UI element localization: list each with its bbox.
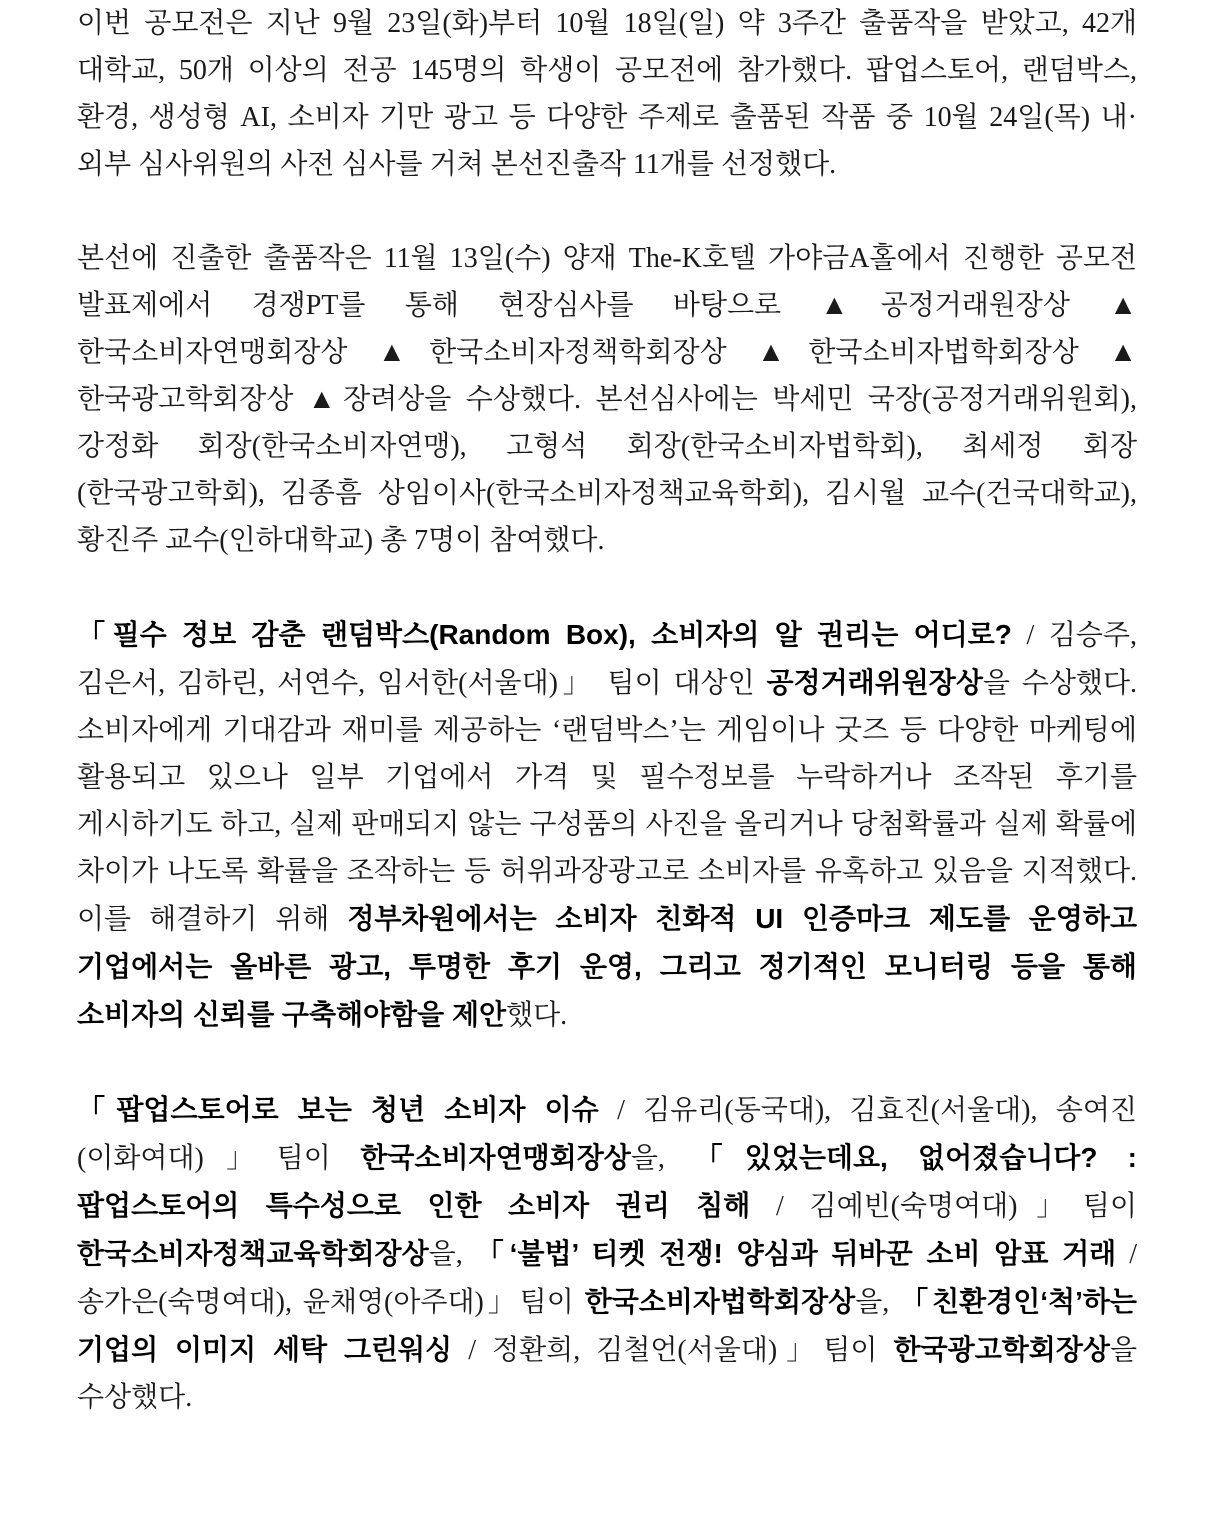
entry-title: 「‘불법’ 티켓 전쟁! 양심과 뒤바꾼 소비 암표 거래 bbox=[475, 1238, 1117, 1269]
entry-title: 「있었는데요, 없어졌습니다? : 팝업스토어의 특수성으로 인한 소비자 권리 침해 bbox=[77, 1142, 1138, 1221]
paragraph-contest-overview: 이번 공모전은 지난 9월 23일(화)부터 10월 18일(일) 약 3주간 출품작을 받았고, 42개 대학교, 50개 이상의 전공 145명의 학생이 공모전에 참가했다. 팝업스토어, 랜덤박스, 환경, 생성형 AI, 소비자 기만 광고 등 다양한 주제로 출품된 작품 중 10월 24일(목) 내·외부 심사위원의 사전 심사를 거쳐 본선진출작 11개를 선정했다. bbox=[77, 8, 1137, 180]
entry-title: 「필수 정보 감춘 랜덤박스(Random Box), 소비자의 알 권리는 어디로? bbox=[77, 619, 1012, 650]
entry-title: 「친환경인‘척’하는 기업의 이미지 세탁 그린워싱 bbox=[77, 1286, 1137, 1365]
paragraph-finals: 본선에 진출한 출품작은 11월 13일(수) 양재 The-K호텔 가야금A홀에서 진행한 공모전 발표제에서 경쟁PT를 통해 현장심사를 바탕으로 ▲공정거래원장상 ▲한국소비자연맹회장상 ▲한국소비자정책학회장상 ▲한국소비자법학회장상 ▲한국광고학회장상 ▲장려상을 수상했다. 본선심사에는 박세민 국장(공정거래위원회), 강정화 회장(한국소비자연맹), 고형석 회장(한국소비자법학회), 최세정 회장(한국광고학회), 김종흠 상임이사(한국소비자정책교육학회), 김시월 교수(건국대학교), 황진주 교수(인하대학교) 총 7명이 참여했다. bbox=[77, 243, 1137, 556]
body-text: 을 수상했다. 소비자에게 기대감과 재미를 제공하는 ‘랜덤박스’는 게임이나 굿즈 등 다양한 마케팅에 활용되고 있으나 일부 기업에서 가격 및 필수정보를 누락하거나 조작된 후기를 게시하기도 하고, 실제 판매되지 않는 구성품의 사진을 올리거나 당첨확률과 실제 확률에 차이가 나도록 확률을 조작하는 등 허위과장광고로 소비자를 유혹하고 있음을 지적했다. 이를 해결하기 위해 bbox=[77, 668, 1137, 935]
body-text: 을, bbox=[855, 1287, 901, 1318]
paragraph-grand-prize bbox=[77, 611, 1137, 1039]
body-text: 을 수상했다. bbox=[77, 1335, 1137, 1413]
body-text: 했다. bbox=[506, 1000, 568, 1031]
entry-title: 「팝업스토어로 보는 청년 소비자 이슈 bbox=[77, 1094, 599, 1125]
proposal-text: 정부차원에서는 소비자 친화적 UI 인증마크 제도를 운영하고 기업에서는 올바른 광고, 투명한 후기 운영, 그리고 정기적인 모니터링 등을 통해 소비자의 신뢰를 구축해야함을 제안 bbox=[77, 903, 1137, 1030]
team-text: / 김유리(동국대), 김효진(서울대), 송여진(이화여대)」팀이 bbox=[77, 1095, 1137, 1174]
article-body bbox=[77, 0, 1137, 1468]
award-name: 한국소비자법학회장상 bbox=[584, 1286, 856, 1317]
body-text: 을, bbox=[428, 1239, 476, 1270]
team-text: / 김예빈(숙명여대)」팀이 bbox=[750, 1191, 1137, 1222]
award-name: 한국소비자정책교육학회장상 bbox=[77, 1238, 429, 1269]
body-text: 을, bbox=[630, 1143, 695, 1174]
team-text: / 김승주, 김은서, 김하린, 서연수, 임서한(서울대)」 팀이 대상인 bbox=[77, 620, 1137, 699]
team-text: / 송가은(숙명여대), 윤채영(아주대)」팀이 bbox=[77, 1239, 1137, 1318]
award-name: 한국소비자연맹회장상 bbox=[360, 1142, 631, 1173]
paragraph-other-awards bbox=[77, 1086, 1137, 1421]
award-name: 공정거래위원장상 bbox=[766, 667, 983, 698]
award-name: 한국광고학회장상 bbox=[893, 1334, 1110, 1365]
team-text: / 정환희, 김철언(서울대)」팀이 bbox=[452, 1335, 894, 1366]
